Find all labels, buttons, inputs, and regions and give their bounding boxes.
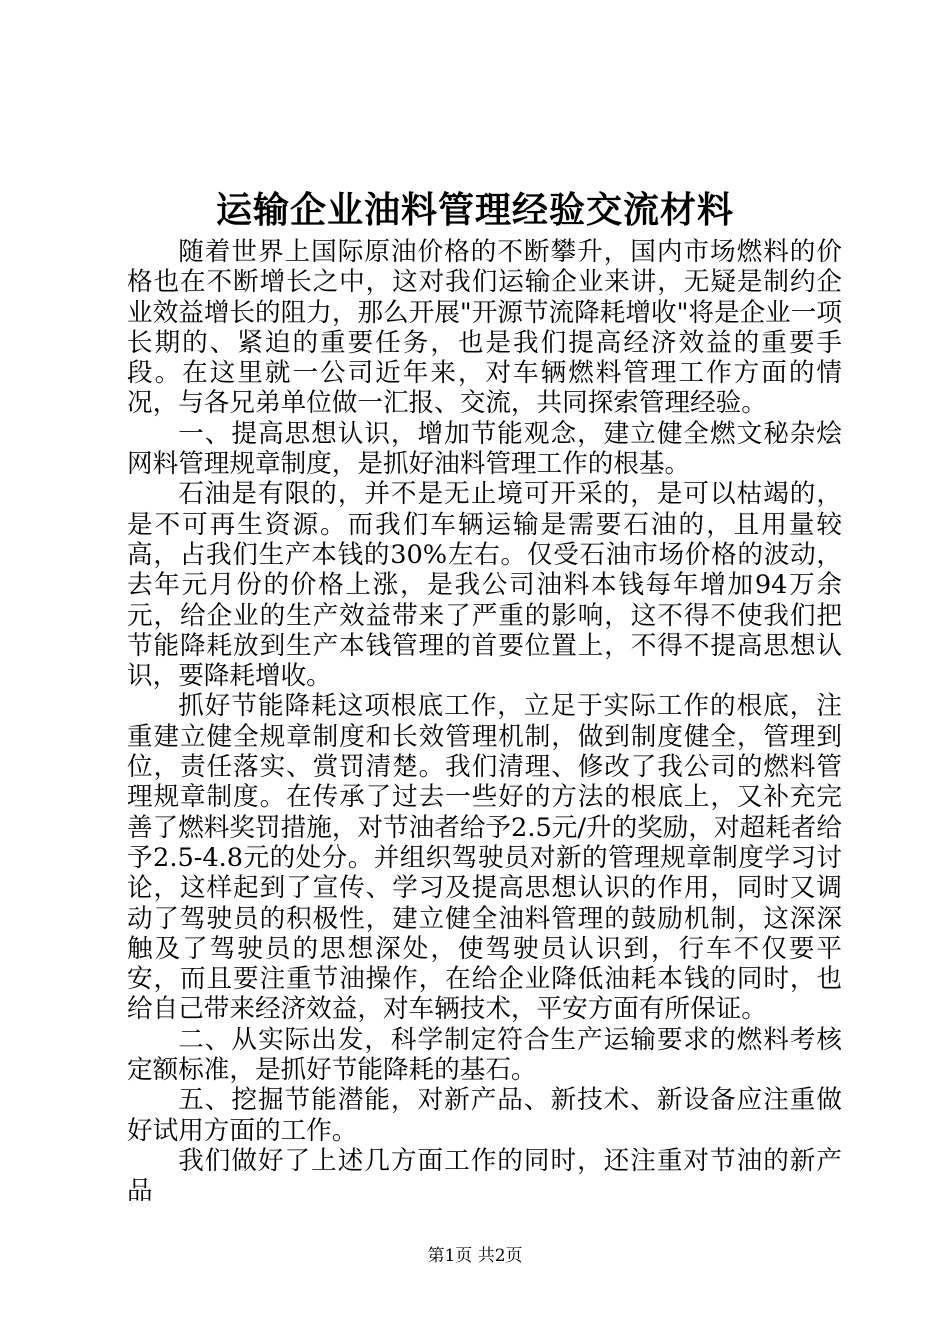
document-title: 运输企业油料管理经验交流材料 (215, 189, 734, 231)
paragraph: 五、挖掘节能潜能，对新产品、新技术、新设备应注重做好试用方面的工作。 (127, 1085, 842, 1146)
page-number-footer: 第1页 共2页 (427, 1246, 523, 1266)
paragraph: 一、提高思想认识，增加节能观念，建立健全燃文秘杂烩网料管理规章制度，是抓好油料管理工作的根基。 (127, 418, 842, 480)
document-body (127, 237, 842, 1207)
paragraph: 二、从实际出发，科学制定符合生产运输要求的燃料考核定额标准，是抓好节能降耗的基石。 (127, 1024, 842, 1086)
paragraph: 随着世界上国际原油价格的不断攀升，国内市场燃料的价格也在不断增长之中，这对我们运输企业来讲，无疑是制约企业效益增长的阻力，那么开展"开源节流降耗增收"将是企业一项长期的、紧迫的重要任务，也是我们提高经济效益的重要手段。在这里就一公司近年来，对车辆燃料管理工作方面的情况，与各兄弟单位做一汇报、交流，共同探索管理经验。 (127, 237, 842, 419)
paragraph: 抓好节能降耗这项根底工作，立足于实际工作的根底，注重建立健全规章制度和长效管理机制，做到制度健全，管理到位，责任落实、赏罚清楚。我们清理、修改了我公司的燃料管理规章制度。在传承了过去一些好的方法的根底上，又补充完善了燃料奖罚措施，对节油者给予2.5元/升的奖励，对超耗者给予2.5-4.8元的处分。并组织驾驶员对新的管理规章制度学习讨论，这样起到了宣传、学习及提高思想认识的作用，同时又调动了驾驶员的积极性，建立健全油料管理的鼓励机制，这深深触及了驾驶员的思想深处，使驾驶员认识到，行车不仅要平安，而且要注重节油操作，在给企业降低油耗本钱的同时，也给自己带来经济效益，对车辆技术，平安方面有所保证。 (127, 691, 842, 1025)
paragraph: 石油是有限的，并不是无止境可开采的，是可以枯竭的，是不可再生资源。而我们车辆运输是需要石油的，且用量较高，占我们生产本钱的30%左右。仅受石油市场价格的波动，去年元月份的价格上涨，是我公司油料本钱每年增加94万余元，给企业的生产效益带来了严重的影响，这不得不使我们把节能降耗放到生产本钱管理的首要位置上，不得不提高思想认识，要降耗增收。 (127, 479, 842, 692)
paragraph: 我们做好了上述几方面工作的同时，还注重对节油的新产品 (127, 1145, 842, 1207)
